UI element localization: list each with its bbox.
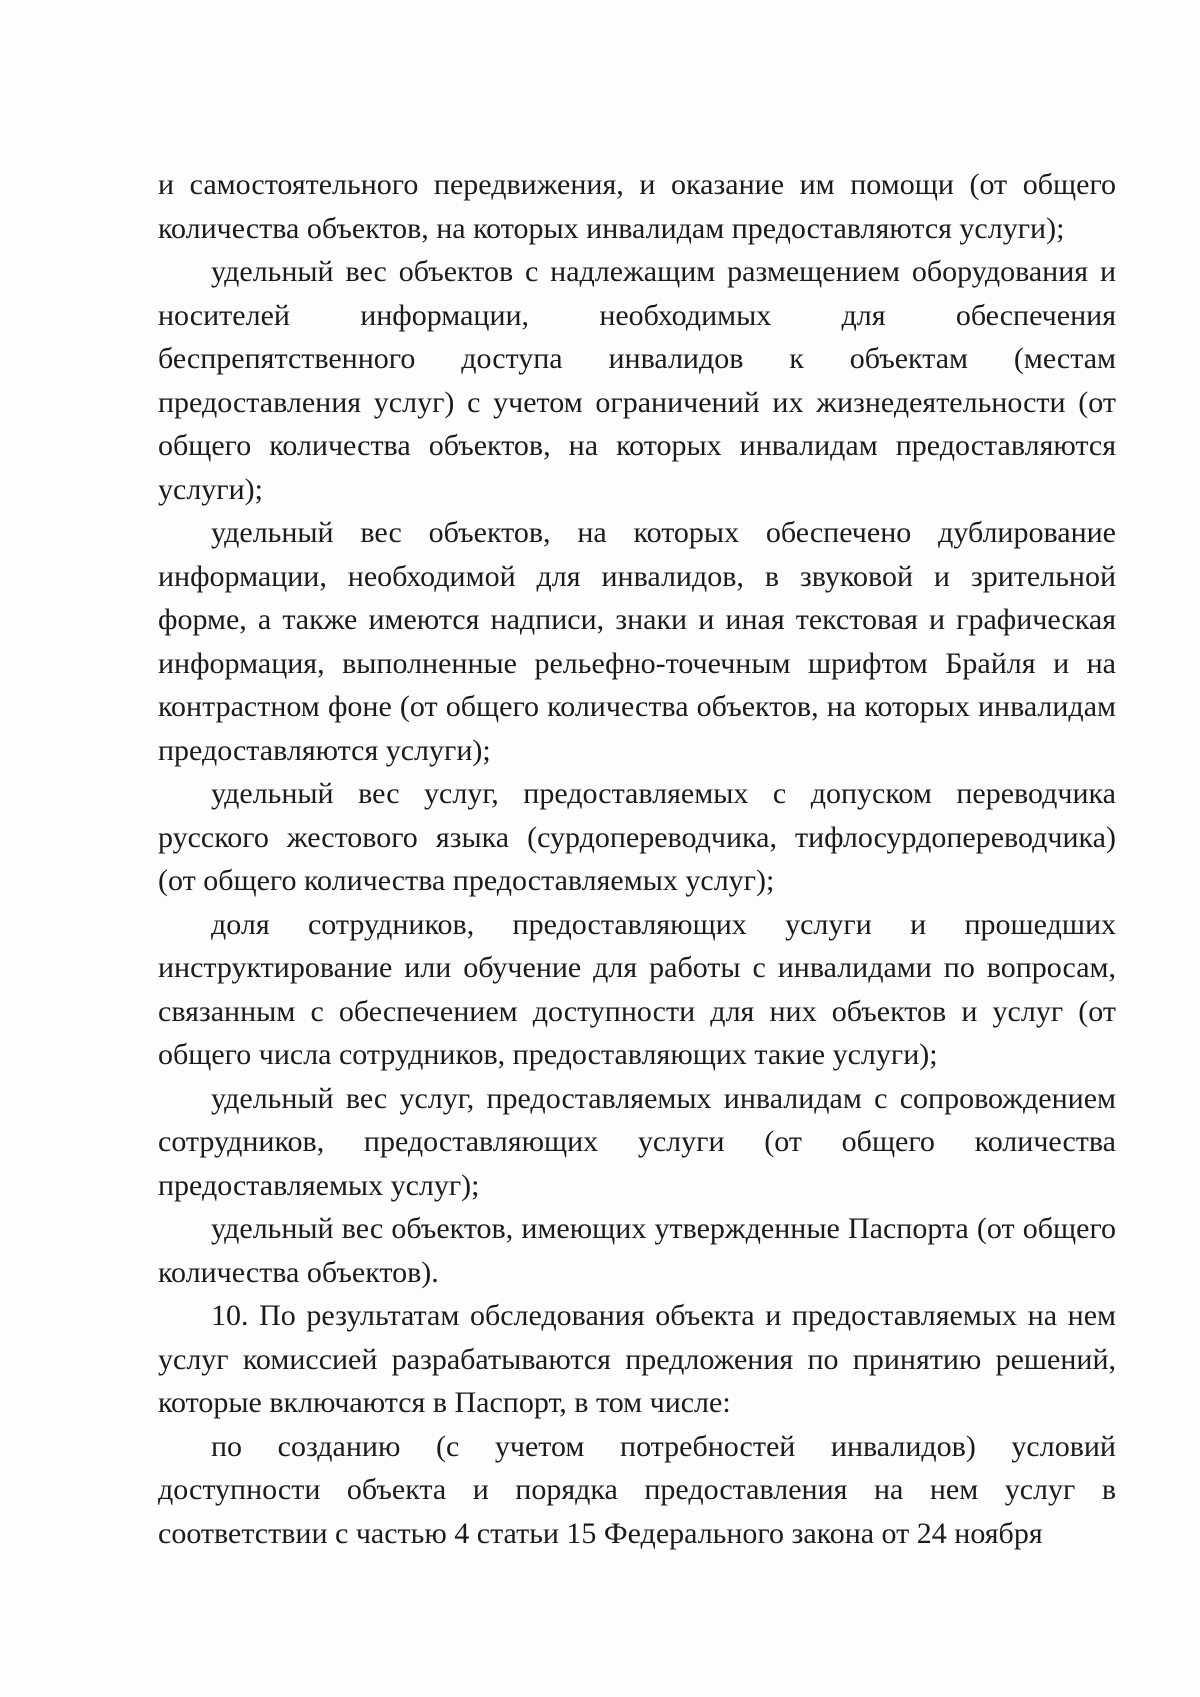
document-body [158,163,1116,1555]
paragraph-staff-training: доля сотрудников, предоставляющих услуги и прошедших инструктирование или обучение для работы с инвалидами по вопросам, связанным с обеспечением доступности для них объектов и услуг (от общего числа сотрудников, предоставляющих такие услуги); [158,907,1116,1071]
paragraph-equipment-placement: удельный вес объектов с надлежащим размещением оборудования и носителей информации, необходимых для обеспечения беспрепятственного доступа инвалидов к объектам (местам предоставления услуг) с учетом ограничений их жизнедеятельности (от общего количества объектов, на которых инвалидам предоставляются услуги); [158,255,1116,506]
paragraph-accessibility-conditions: по созданию (с учетом потребностей инвалидов) условий доступности объекта и порядка предоставления на нем услуг в соответствии с частью 4 статьи 15 Федерального закона от 24 ноября [158,1429,1116,1550]
paragraph-sign-language-services: удельный вес услуг, предоставляемых с допуском переводчика русского жестового языка (сурдопереводчика, тифлосурдопереводчика) (от общего количества предоставляемых услуг); [158,777,1116,897]
paragraph-information-duplication: удельный вес объектов, на которых обеспечено дублирование информации, необходимой для инвалидов, в звуковой и зрительной форме, а также имеются надписи, знаки и иная текстовая и графическая информация, выполненные рельефно-точечным шрифтом Брайля и на контрастном фоне (от общего количества объектов, на которых инвалидам предоставляются услуги); [158,516,1116,767]
paragraph-continuation: и самостоятельного передвижения, и оказание им помощи (от общего количества объектов, на которых инвалидам предоставляются услуги); [158,168,1116,245]
paragraph-section-10: 10. По результатам обследования объекта и предоставляемых на нем услуг комиссией разрабатываются предложения по принятию решений, которые включаются в Паспорт, в том числе: [158,1299,1116,1419]
paragraph-approved-passports: удельный вес объектов, имеющих утвержденные Паспорта (от общего количества объектов). [158,1212,1116,1289]
paragraph-accompanied-services: удельный вес услуг, предоставляемых инвалидам с сопровождением сотрудников, предоставляющих услуги (от общего количества предоставляемых услуг); [158,1081,1116,1202]
